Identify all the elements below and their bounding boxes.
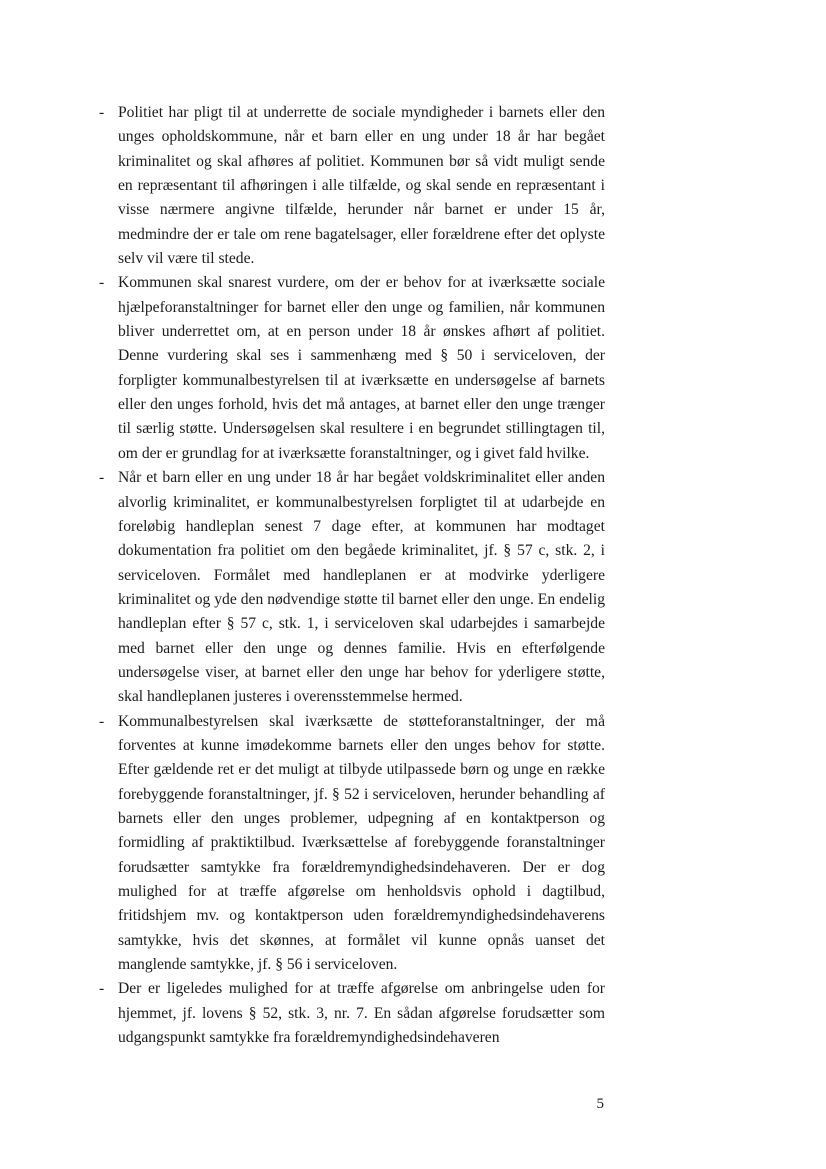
list-item <box>99 466 605 709</box>
bullet-dash: - <box>99 712 105 730</box>
list-item <box>99 101 605 271</box>
paragraph-text: Kommunalbestyrelsen skal iværksætte de støtteforanstaltninger, der må forventes at kunne imødekomme barnets eller den unges behov for støtte. Efter gældende ret er det muligt at tilbyde utilpassede børn og unge en række forebyggende foranstaltninger, jf. § 52 i serviceloven, herunder behandling af barnets eller den unges problemer, udpegning af en kontaktperson og formidling af praktiktilbud. Iværksættelse af forebyggende foranstaltninger forudsætter samtykke fra forældremyndighedsindehaveren. Der er dog mulighed for at træffe afgørelse om henholdsvis ophold i dagtilbud, fritidshjem mv. og kontaktperson uden forældremyndighedsindehaverens samtykke, hvis det skønnes, at formålet vil kunne opnås uanset det manglende samtykke, jf. § 56 i serviceloven. <box>118 712 605 974</box>
bullet-dash: - <box>99 980 105 998</box>
list-item <box>99 977 605 1050</box>
bullet-dash: - <box>99 469 105 487</box>
paragraph-text: Kommunen skal snarest vurdere, om der er behov for at iværksætte sociale hjælpeforanstaltninger for barnet eller den unge og familien, når kommunen bliver underrettet om, at en person under 18 år ønskes afhørt af politiet. Denne vurdering skal ses i sammenhæng med § 50 i serviceloven, der forpligter kommunalbestyrelsen til at iværksætte en undersøgelse af barnets eller den unges forhold, hvis det må antages, at barnet eller den unge trænger til særlig støtte. Undersøgelsen skal resultere i en begrundet stillingtagen til, om der er grundlag for at iværksætte foranstaltninger, og i givet fald hvilke. <box>118 274 605 462</box>
list-item <box>99 710 605 978</box>
bullet-dash: - <box>99 274 105 292</box>
list-item <box>99 271 605 466</box>
paragraph-text: Der er ligeledes mulighed for at træffe afgørelse om anbringelse uden for hjemmet, jf. lovens § 52, stk. 3, nr. 7. En sådan afgørelse forudsætter som udgangspunkt samtykke fra forældremyndighedsindehaveren <box>118 980 605 1047</box>
paragraph-text: Når et barn eller en ung under 18 år har begået voldskriminalitet eller anden alvorlig kriminalitet, er kommunalbestyrelsen forpligtet til at udarbejde en foreløbig handleplan senest 7 dage efter, at kommunen har modtaget dokumentation fra politiet om den begåede kriminalitet, jf. § 57 c, stk. 2, i serviceloven. Formålet med handleplanen er at modvirke yderligere kriminalitet og yde den nødvendige støtte til barnet eller den unge. En endelig handleplan efter § 57 c, stk. 1, i serviceloven skal udarbejdes i samarbejde med barnet eller den unge og dennes familie. Hvis en efterfølgende undersøgelse viser, at barnet eller den unge har behov for yderligere støtte, skal handleplanen justeres i overensstemmelse hermed. <box>118 469 605 706</box>
bullet-list <box>99 101 605 1050</box>
page-number: 5 <box>596 1096 604 1112</box>
bullet-dash: - <box>99 104 105 121</box>
paragraph-text: Politiet har pligt til at underrette de sociale myndigheder i barnets eller den unges opholdskommune, når et barn eller en ung under 18 år har begået kriminalitet og skal afhøres af politiet. Kommunen bør så vidt muligt sende en repræsentant til afhøringen i alle tilfælde, og skal sende en repræsentant i visse nærmere angivne tilfælde, herunder når barnet er under 15 år, medmindre der er tale om rene bagatelsager, eller forældrene efter det oplyste selv vil være til stede. <box>118 104 605 268</box>
